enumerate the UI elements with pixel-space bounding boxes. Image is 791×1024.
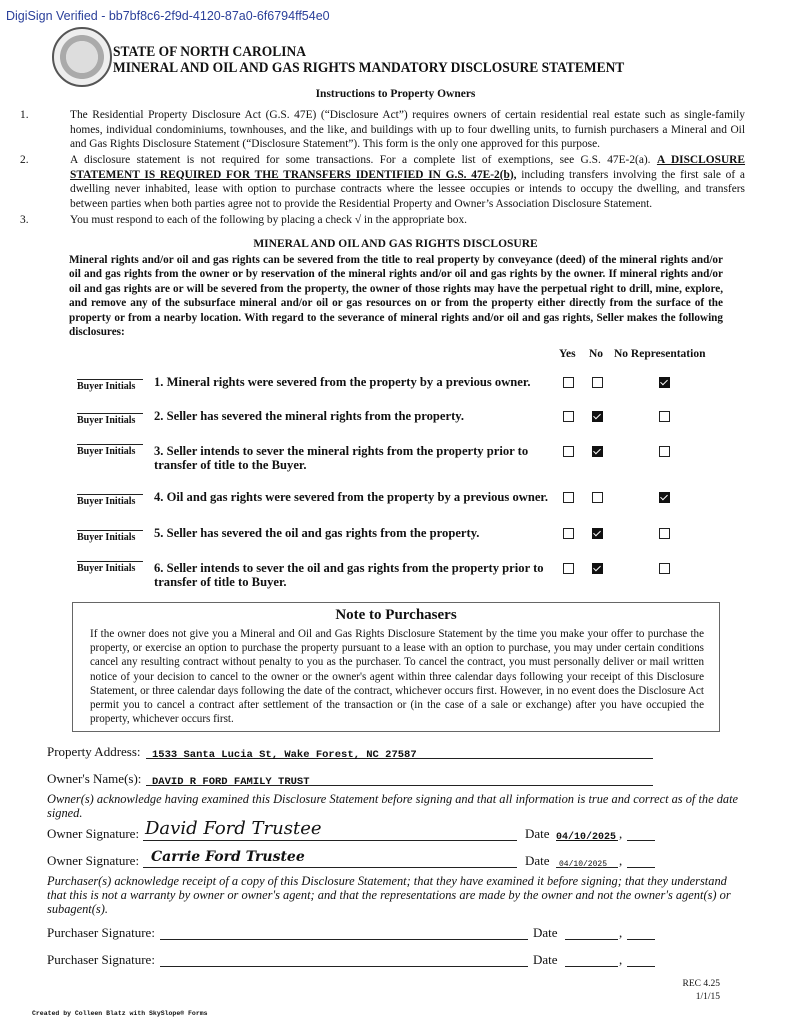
owner-date-1: 04/10/2025: [556, 832, 617, 843]
checkbox-yes[interactable]: [563, 563, 574, 574]
purchaser-date-1-field[interactable]: [565, 925, 618, 940]
owner-signature-2: Carrie Ford Trustee: [151, 849, 305, 865]
buyer-initials-field[interactable]: Buyer Initials: [77, 444, 143, 457]
buyer-initials-field[interactable]: Buyer Initials: [77, 561, 143, 574]
checkbox-yes[interactable]: [563, 411, 574, 422]
date-label: Date: [533, 925, 558, 940]
checkbox-no[interactable]: [592, 492, 603, 503]
purchaser-signature-2-field[interactable]: [160, 952, 528, 967]
item-text-a: A disclosure statement is not required for some transactions. For a complete list of exemptions, see G.S. 47E-2(a).: [70, 154, 657, 166]
digisign-watermark: DigiSign Verified - bb7bf8c6-2f9d-4120-87a0-6f6794ff54e0: [6, 9, 330, 23]
question-text: 6. Seller intends to sever the oil and gas rights from the property prior to transfer of title to Buyer.: [154, 561, 544, 589]
checkbox-no[interactable]: [592, 528, 603, 539]
date-comma: ,: [619, 853, 623, 868]
item-number: 3.: [20, 214, 29, 226]
buyer-initials-field[interactable]: Buyer Initials: [77, 494, 143, 507]
buyer-initials-field[interactable]: Buyer Initials: [77, 530, 143, 543]
note-to-purchasers: [72, 602, 720, 732]
property-address-field[interactable]: [146, 744, 653, 759]
owner-signature-1: David Ford Trustee: [145, 818, 322, 839]
title-line-2: MINERAL AND OIL AND GAS RIGHTS MANDATORY DISCLOSURE STATEMENT: [113, 60, 625, 76]
purchaser-signature-label: Purchaser Signature:: [47, 952, 155, 967]
date-label: Date: [525, 853, 550, 868]
checkbox-no-representation[interactable]: [659, 377, 670, 388]
owner-year-1-field[interactable]: [627, 826, 655, 841]
purchaser-acknowledgement: Purchaser(s) acknowledge receipt of a copy of this Disclosure Statement; that they have examined it before signing; that they understand that this is not a warranty by owner or owner's agent; and that the representations are made by the owner and not the owner's agent(s) or subagent(s).: [47, 874, 731, 916]
owner-names-label: Owner's Name(s):: [47, 771, 142, 786]
owner-date-2-field[interactable]: [556, 853, 618, 868]
owner-signature-2-field[interactable]: [143, 848, 517, 868]
owner-names-field[interactable]: [146, 771, 653, 786]
owner-year-2-field[interactable]: [627, 853, 655, 868]
question-text: 4. Oil and gas rights were severed from the property by a previous owner.: [154, 490, 549, 504]
checkbox-no[interactable]: [592, 563, 603, 574]
owner-signature-1-field[interactable]: [143, 818, 517, 841]
purchaser-year-1-field[interactable]: [627, 925, 655, 940]
buyer-initials-field[interactable]: Buyer Initials: [77, 413, 143, 426]
note-title: Note to Purchasers: [335, 607, 457, 623]
purchaser-date-2-field[interactable]: [565, 952, 618, 967]
item-number: 1.: [20, 109, 29, 121]
column-no-representation: No Representation: [614, 348, 706, 360]
checkbox-no-representation[interactable]: [659, 446, 670, 457]
checkbox-yes[interactable]: [563, 446, 574, 457]
checkbox-yes[interactable]: [563, 528, 574, 539]
created-by-footer: Created by Colleen Blatz with SkySlope® Forms: [32, 1010, 208, 1017]
title-line-1: STATE OF NORTH CAROLINA: [113, 44, 306, 60]
item-text-b: including transfers involving the first sale of a dwelling never inhabited, lease with option to purchase contracts where the lessee occupies or intends to occupy the dwelling, and transfers between parties when both parties agree not to provide the Residential Property and Owner’s Association Disclosure Statement.: [70, 168, 745, 210]
owner-date-1-field[interactable]: [556, 826, 618, 841]
disclosure-heading: MINERAL AND OIL AND GAS RIGHTS DISCLOSURE: [253, 238, 538, 250]
item-text: You must respond to each of the following by placing a check √ in the appropriate box.: [70, 214, 468, 226]
checkbox-no-representation[interactable]: [659, 492, 670, 503]
form-code: REC 4.25: [682, 979, 720, 989]
item-text: [70, 153, 745, 211]
page-title: [113, 44, 624, 76]
purchaser-year-2-field[interactable]: [627, 952, 655, 967]
instruction-item: [20, 213, 745, 228]
question-text: 1. Mineral rights were severed from the property by a previous owner.: [154, 375, 531, 389]
date-label: Date: [525, 826, 550, 841]
instruction-item: [20, 108, 745, 152]
date-comma: ,: [619, 952, 623, 967]
date-comma: ,: [619, 826, 623, 841]
checkbox-no[interactable]: [592, 377, 603, 388]
date-label: Date: [533, 952, 558, 967]
instructions-heading: Instructions to Property Owners: [315, 88, 476, 100]
question-text: 5. Seller has severed the oil and gas rights from the property.: [154, 526, 480, 540]
checkbox-no[interactable]: [592, 411, 603, 422]
state-seal-logo: [52, 27, 112, 87]
purchaser-signature-label: Purchaser Signature:: [47, 925, 155, 940]
form-revision: 1/1/15: [695, 992, 720, 1002]
checkbox-yes[interactable]: [563, 492, 574, 503]
property-address-label: Property Address:: [47, 744, 141, 759]
date-comma: ,: [619, 925, 623, 940]
owner-signature-label: Owner Signature:: [47, 853, 140, 868]
disclosure-intro: Mineral rights and/or oil and gas rights can be severed from the title to real property by conveyance (deed) of the mineral rights and/or oil and gas rights from the owner or by reservation of the mineral rights and/or oil and gas rights by the owner. If mineral rights and/or oil and gas rights are or will be severed from the property, the owner of those rights may have the perpetual right to drill, mine, explore, and remove any of the subsurface mineral and/or oil or gas resources on or from the property either directly from the surface of the property or from a nearby location. With regard to the severance of mineral rights and/or oil and gas rights, Seller makes the following disclosures:: [69, 254, 723, 339]
checkbox-yes[interactable]: [563, 377, 574, 388]
note-body: If the owner does not give you a Mineral and Oil and Gas Rights Disclosure Statement by the time you make your offer to purchase the property, or exercise an option to purchase the property pursuant to a lease with an option to purchase, you may under certain conditions cancel any resulting contract without penalty to you as the purchaser. To cancel the contract, you must personally deliver or mail written notice of your decision to cancel to the owner or the owner's agent within three calendar days following your receipt of this Disclosure Statement, or three calendar days following the date of the contract, whichever occurs first. However, in no event does the Disclosure Act permit you to cancel a contract after settlement of the transaction or (in the case of a sale or exchange) after you have occupied the property, whichever occurs first.: [90, 628, 704, 726]
form-number: [660, 978, 720, 1004]
item-text-emphasis: A DISCLOSURE STATEMENT IS REQUIRED FOR THE TRANSFERS IDENTIFIED IN G.S. 47E-2(b),: [70, 154, 746, 181]
question-text: 2. Seller has severed the mineral rights from the property.: [154, 409, 465, 423]
property-address-value: 1533 Santa Lucia St, Wake Forest, NC 27587: [152, 749, 417, 761]
buyer-initials-field[interactable]: Buyer Initials: [77, 379, 143, 392]
item-number: 2.: [20, 154, 29, 166]
checkbox-no-representation[interactable]: [659, 528, 670, 539]
item-text: The Residential Property Disclosure Act (G.S. 47E) (“Disclosure Act”) requires owners of certain residential real estate such as single-family homes, individual condominiums, townhouses, and the like, and buildings with up to four dwelling units, to furnish purchasers a Mineral and Oil and Gas Rights Disclosure Statement (“Disclosure Statement”). This form is the only one approved for this purpose.: [70, 109, 745, 151]
instruction-item: [20, 153, 745, 211]
column-yes: Yes: [559, 348, 576, 360]
purchaser-signature-1-field[interactable]: [160, 925, 528, 940]
checkbox-no[interactable]: [592, 446, 603, 457]
checkbox-no-representation[interactable]: [659, 563, 670, 574]
column-no: No: [589, 348, 604, 360]
owner-date-2: 04/10/2025: [559, 860, 608, 869]
question-text: 3. Seller intends to sever the mineral rights from the property prior to transfer of title to the Buyer.: [154, 444, 529, 472]
owner-names-value: DAVID R FORD FAMILY TRUST: [152, 776, 310, 788]
owner-acknowledgement: Owner(s) acknowledge having examined this Disclosure Statement before signing and that all information is true and correct as of the date signed.: [47, 792, 739, 820]
owner-signature-label: Owner Signature:: [47, 826, 140, 841]
checkbox-no-representation[interactable]: [659, 411, 670, 422]
